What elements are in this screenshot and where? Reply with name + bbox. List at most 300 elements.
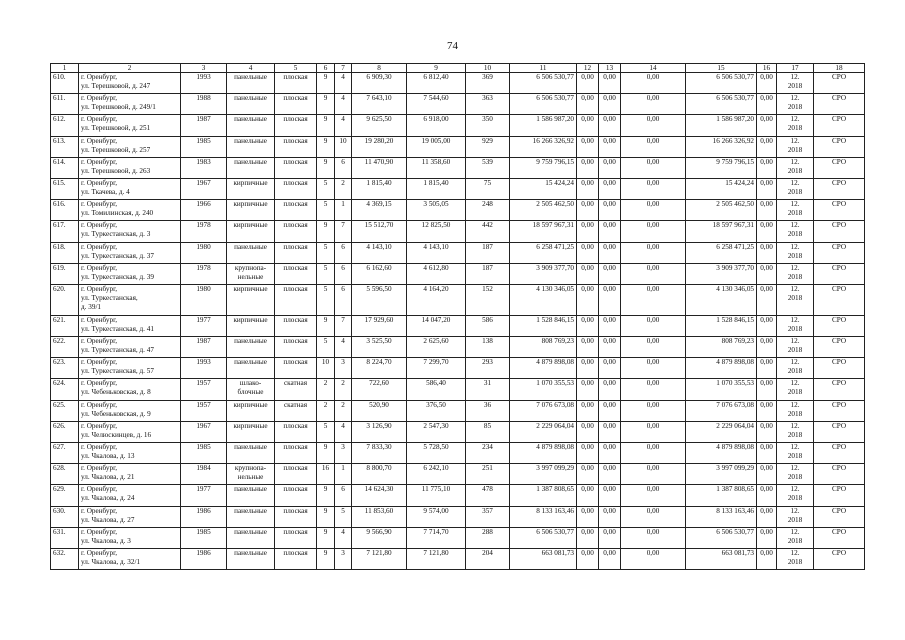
- cost-col-14-cell: 0,00: [621, 506, 686, 527]
- cost-col-14-cell: 0,00: [621, 178, 686, 199]
- wall-material-cell: шлако- блочные: [227, 379, 275, 400]
- column-header-1: 1: [51, 64, 79, 73]
- table-row: [51, 178, 865, 199]
- residents-cell: 75: [466, 178, 510, 199]
- roof-type-cell: скатная: [275, 379, 317, 400]
- cost-col-15-cell: 6 506 530,77: [686, 73, 757, 94]
- address-cell: г. Оренбург, ул. Томилинская, д. 240: [79, 200, 181, 221]
- year-built-cell: 1957: [181, 400, 227, 421]
- cost-col-16-cell: 0,00: [757, 400, 777, 421]
- residents-cell: 293: [466, 358, 510, 379]
- column-header-14: 14: [621, 64, 686, 73]
- floors-cell: 2: [317, 400, 335, 421]
- row-number-cell: 624.: [51, 379, 79, 400]
- floors-cell: 10: [317, 358, 335, 379]
- living-area-cell: 4 164,20: [407, 284, 466, 315]
- floors-cell: 9: [317, 443, 335, 464]
- living-area-cell: 376,50: [407, 400, 466, 421]
- completion-date-cell: 12. 2018: [777, 548, 814, 569]
- cost-col-16-cell: 0,00: [757, 157, 777, 178]
- wall-material-cell: панельные: [227, 443, 275, 464]
- floors-cell: 9: [317, 157, 335, 178]
- living-area-cell: 1 815,40: [407, 178, 466, 199]
- table-row: [51, 464, 865, 485]
- cost-col-15-cell: 9 759 796,15: [686, 157, 757, 178]
- residents-cell: 85: [466, 421, 510, 442]
- cost-col-14-cell: 0,00: [621, 115, 686, 136]
- floors-cell: 5: [317, 421, 335, 442]
- row-number-cell: 619.: [51, 263, 79, 284]
- total-area-cell: 19 280,20: [352, 136, 407, 157]
- residents-cell: 234: [466, 443, 510, 464]
- address-cell: г. Оренбург, ул. Чкалова, д. 13: [79, 443, 181, 464]
- living-area-cell: 6 812,40: [407, 73, 466, 94]
- entrances-cell: 1: [335, 464, 352, 485]
- cost-col-16-cell: 0,00: [757, 527, 777, 548]
- wall-material-cell: панельные: [227, 242, 275, 263]
- floors-cell: 9: [317, 548, 335, 569]
- roof-type-cell: плоская: [275, 443, 317, 464]
- table-row: [51, 200, 865, 221]
- method-cell: СРО: [814, 157, 865, 178]
- completion-date-cell: 12. 2018: [777, 315, 814, 336]
- roof-type-cell: плоская: [275, 358, 317, 379]
- cost-col-12-cell: 0,00: [577, 358, 599, 379]
- method-cell: СРО: [814, 400, 865, 421]
- cost-col-14-cell: 0,00: [621, 200, 686, 221]
- method-cell: СРО: [814, 115, 865, 136]
- column-header-2: 2: [79, 64, 181, 73]
- total-cost-cell: 4 879 898,08: [510, 443, 577, 464]
- cost-col-15-cell: 1 528 846,15: [686, 315, 757, 336]
- year-built-cell: 1993: [181, 358, 227, 379]
- completion-date-cell: 12. 2018: [777, 263, 814, 284]
- roof-type-cell: плоская: [275, 464, 317, 485]
- completion-date-cell: 12. 2018: [777, 94, 814, 115]
- cost-col-12-cell: 0,00: [577, 263, 599, 284]
- roof-type-cell: плоская: [275, 221, 317, 242]
- cost-col-14-cell: 0,00: [621, 527, 686, 548]
- residents-cell: 152: [466, 284, 510, 315]
- entrances-cell: 2: [335, 178, 352, 199]
- cost-col-15-cell: 3 997 099,29: [686, 464, 757, 485]
- year-built-cell: 1967: [181, 421, 227, 442]
- cost-col-16-cell: 0,00: [757, 485, 777, 506]
- column-header-7: 7: [335, 64, 352, 73]
- cost-col-13-cell: 0,00: [599, 337, 621, 358]
- year-built-cell: 1984: [181, 464, 227, 485]
- year-built-cell: 1993: [181, 73, 227, 94]
- cost-col-14-cell: 0,00: [621, 315, 686, 336]
- entrances-cell: 4: [335, 421, 352, 442]
- wall-material-cell: кирпичные: [227, 221, 275, 242]
- floors-cell: 9: [317, 506, 335, 527]
- cost-col-12-cell: 0,00: [577, 115, 599, 136]
- cost-col-13-cell: 0,00: [599, 443, 621, 464]
- completion-date-cell: 12. 2018: [777, 157, 814, 178]
- cost-col-14-cell: 0,00: [621, 242, 686, 263]
- roof-type-cell: плоская: [275, 157, 317, 178]
- address-cell: г. Оренбург, ул. Туркестанская, д. 37: [79, 242, 181, 263]
- floors-cell: 9: [317, 73, 335, 94]
- cost-col-14-cell: 0,00: [621, 548, 686, 569]
- total-cost-cell: 1 586 987,20: [510, 115, 577, 136]
- total-area-cell: 722,60: [352, 379, 407, 400]
- year-built-cell: 1967: [181, 178, 227, 199]
- floors-cell: 9: [317, 115, 335, 136]
- cost-col-12-cell: 0,00: [577, 94, 599, 115]
- total-cost-cell: 1 070 355,53: [510, 379, 577, 400]
- entrances-cell: 7: [335, 315, 352, 336]
- wall-material-cell: крупнопа- нельные: [227, 263, 275, 284]
- year-built-cell: 1966: [181, 200, 227, 221]
- table-row: [51, 506, 865, 527]
- floors-cell: 2: [317, 379, 335, 400]
- method-cell: СРО: [814, 337, 865, 358]
- roof-type-cell: плоская: [275, 178, 317, 199]
- cost-col-12-cell: 0,00: [577, 136, 599, 157]
- entrances-cell: 5: [335, 506, 352, 527]
- year-built-cell: 1983: [181, 157, 227, 178]
- table-row: [51, 221, 865, 242]
- wall-material-cell: кирпичные: [227, 178, 275, 199]
- row-number-cell: 625.: [51, 400, 79, 421]
- year-built-cell: 1985: [181, 136, 227, 157]
- cost-col-15-cell: 6 506 530,77: [686, 94, 757, 115]
- residents-cell: 363: [466, 94, 510, 115]
- roof-type-cell: скатная: [275, 400, 317, 421]
- completion-date-cell: 12. 2018: [777, 358, 814, 379]
- wall-material-cell: кирпичные: [227, 315, 275, 336]
- total-cost-cell: 663 081,73: [510, 548, 577, 569]
- residents-cell: 138: [466, 337, 510, 358]
- method-cell: СРО: [814, 263, 865, 284]
- cost-col-13-cell: 0,00: [599, 527, 621, 548]
- cost-col-13-cell: 0,00: [599, 73, 621, 94]
- completion-date-cell: 12. 2018: [777, 527, 814, 548]
- completion-date-cell: 12. 2018: [777, 200, 814, 221]
- total-area-cell: 15 512,70: [352, 221, 407, 242]
- wall-material-cell: панельные: [227, 358, 275, 379]
- cost-col-13-cell: 0,00: [599, 263, 621, 284]
- cost-col-13-cell: 0,00: [599, 242, 621, 263]
- floors-cell: 9: [317, 221, 335, 242]
- residents-cell: 288: [466, 527, 510, 548]
- cost-col-15-cell: 6 258 471,25: [686, 242, 757, 263]
- method-cell: СРО: [814, 242, 865, 263]
- total-area-cell: 14 624,30: [352, 485, 407, 506]
- cost-col-13-cell: 0,00: [599, 157, 621, 178]
- column-header-16: 16: [757, 64, 777, 73]
- completion-date-cell: 12. 2018: [777, 400, 814, 421]
- row-number-cell: 622.: [51, 337, 79, 358]
- wall-material-cell: кирпичные: [227, 421, 275, 442]
- living-area-cell: 7 714,70: [407, 527, 466, 548]
- living-area-cell: 5 728,50: [407, 443, 466, 464]
- year-built-cell: 1987: [181, 115, 227, 136]
- address-cell: г. Оренбург, ул. Чебеньковская, д. 9: [79, 400, 181, 421]
- row-number-cell: 617.: [51, 221, 79, 242]
- year-built-cell: 1978: [181, 221, 227, 242]
- cost-col-16-cell: 0,00: [757, 464, 777, 485]
- cost-col-13-cell: 0,00: [599, 94, 621, 115]
- cost-col-13-cell: 0,00: [599, 421, 621, 442]
- living-area-cell: 12 825,50: [407, 221, 466, 242]
- total-area-cell: 8 800,70: [352, 464, 407, 485]
- cost-col-15-cell: 2 229 064,04: [686, 421, 757, 442]
- cost-col-12-cell: 0,00: [577, 464, 599, 485]
- floors-cell: 16: [317, 464, 335, 485]
- year-built-cell: 1987: [181, 337, 227, 358]
- row-number-cell: 618.: [51, 242, 79, 263]
- total-cost-cell: 6 506 530,77: [510, 527, 577, 548]
- cost-col-13-cell: 0,00: [599, 136, 621, 157]
- table-row: [51, 157, 865, 178]
- floors-cell: 5: [317, 200, 335, 221]
- table-row: [51, 242, 865, 263]
- cost-col-14-cell: 0,00: [621, 284, 686, 315]
- column-header-9: 9: [407, 64, 466, 73]
- cost-col-12-cell: 0,00: [577, 400, 599, 421]
- total-cost-cell: 2 505 462,50: [510, 200, 577, 221]
- total-area-cell: 3 126,90: [352, 421, 407, 442]
- cost-col-15-cell: 6 506 530,77: [686, 527, 757, 548]
- cost-col-14-cell: 0,00: [621, 485, 686, 506]
- roof-type-cell: плоская: [275, 527, 317, 548]
- year-built-cell: 1980: [181, 284, 227, 315]
- row-number-cell: 614.: [51, 157, 79, 178]
- total-area-cell: 3 525,50: [352, 337, 407, 358]
- cost-col-15-cell: 18 597 967,31: [686, 221, 757, 242]
- living-area-cell: 7 121,80: [407, 548, 466, 569]
- wall-material-cell: панельные: [227, 485, 275, 506]
- row-number-cell: 626.: [51, 421, 79, 442]
- living-area-cell: 3 505,05: [407, 200, 466, 221]
- row-number-cell: 627.: [51, 443, 79, 464]
- cost-col-14-cell: 0,00: [621, 94, 686, 115]
- table-row: [51, 421, 865, 442]
- wall-material-cell: панельные: [227, 337, 275, 358]
- row-number-cell: 610.: [51, 73, 79, 94]
- cost-col-15-cell: 16 266 326,92: [686, 136, 757, 157]
- row-number-cell: 611.: [51, 94, 79, 115]
- cost-col-16-cell: 0,00: [757, 337, 777, 358]
- cost-col-16-cell: 0,00: [757, 315, 777, 336]
- living-area-cell: 9 574,00: [407, 506, 466, 527]
- address-cell: г. Оренбург, ул. Туркестанская, д. 57: [79, 358, 181, 379]
- total-cost-cell: 2 229 064,04: [510, 421, 577, 442]
- method-cell: СРО: [814, 464, 865, 485]
- total-area-cell: 6 909,30: [352, 73, 407, 94]
- cost-col-14-cell: 0,00: [621, 358, 686, 379]
- residents-cell: 31: [466, 379, 510, 400]
- wall-material-cell: панельные: [227, 73, 275, 94]
- floors-cell: 5: [317, 178, 335, 199]
- floors-cell: 9: [317, 485, 335, 506]
- year-built-cell: 1977: [181, 485, 227, 506]
- table-body: [51, 73, 865, 570]
- roof-type-cell: плоская: [275, 94, 317, 115]
- total-cost-cell: 15 424,24: [510, 178, 577, 199]
- method-cell: СРО: [814, 178, 865, 199]
- residents-cell: 539: [466, 157, 510, 178]
- total-area-cell: 8 224,70: [352, 358, 407, 379]
- residents-cell: 369: [466, 73, 510, 94]
- entrances-cell: 3: [335, 443, 352, 464]
- entrances-cell: 10: [335, 136, 352, 157]
- cost-col-12-cell: 0,00: [577, 506, 599, 527]
- total-area-cell: 520,90: [352, 400, 407, 421]
- table-row: [51, 527, 865, 548]
- residents-cell: 586: [466, 315, 510, 336]
- living-area-cell: 4 612,80: [407, 263, 466, 284]
- table-row: [51, 400, 865, 421]
- cost-col-13-cell: 0,00: [599, 200, 621, 221]
- cost-col-12-cell: 0,00: [577, 527, 599, 548]
- address-cell: г. Оренбург, ул. Чкалова, д. 32/1: [79, 548, 181, 569]
- total-cost-cell: 4 879 898,08: [510, 358, 577, 379]
- wall-material-cell: панельные: [227, 527, 275, 548]
- entrances-cell: 6: [335, 284, 352, 315]
- roof-type-cell: плоская: [275, 284, 317, 315]
- living-area-cell: 6 918,00: [407, 115, 466, 136]
- total-area-cell: 4 369,15: [352, 200, 407, 221]
- table-row: [51, 485, 865, 506]
- method-cell: СРО: [814, 136, 865, 157]
- address-cell: г. Оренбург, ул. Чебеньковская, д. 8: [79, 379, 181, 400]
- cost-col-14-cell: 0,00: [621, 157, 686, 178]
- wall-material-cell: панельные: [227, 136, 275, 157]
- cost-col-15-cell: 808 769,23: [686, 337, 757, 358]
- table-row: [51, 94, 865, 115]
- living-area-cell: 19 005,00: [407, 136, 466, 157]
- cost-col-13-cell: 0,00: [599, 464, 621, 485]
- total-cost-cell: 18 597 967,31: [510, 221, 577, 242]
- cost-col-14-cell: 0,00: [621, 443, 686, 464]
- entrances-cell: 6: [335, 157, 352, 178]
- cost-col-12-cell: 0,00: [577, 548, 599, 569]
- column-header-3: 3: [181, 64, 227, 73]
- entrances-cell: 1: [335, 200, 352, 221]
- cost-col-15-cell: 8 133 163,46: [686, 506, 757, 527]
- table-row: [51, 337, 865, 358]
- living-area-cell: 586,40: [407, 379, 466, 400]
- residents-cell: 442: [466, 221, 510, 242]
- table-row: [51, 73, 865, 94]
- address-cell: г. Оренбург, ул. Туркестанская, д. 39/1: [79, 284, 181, 315]
- cost-col-16-cell: 0,00: [757, 506, 777, 527]
- cost-col-13-cell: 0,00: [599, 178, 621, 199]
- cost-col-16-cell: 0,00: [757, 242, 777, 263]
- column-header-11: 11: [510, 64, 577, 73]
- year-built-cell: 1986: [181, 548, 227, 569]
- entrances-cell: 2: [335, 400, 352, 421]
- total-cost-cell: 808 769,23: [510, 337, 577, 358]
- completion-date-cell: 12. 2018: [777, 379, 814, 400]
- cost-col-16-cell: 0,00: [757, 221, 777, 242]
- residents-cell: 357: [466, 506, 510, 527]
- method-cell: СРО: [814, 94, 865, 115]
- row-number-cell: 616.: [51, 200, 79, 221]
- address-cell: г. Оренбург, ул. Туркестанская, д. 3: [79, 221, 181, 242]
- wall-material-cell: панельные: [227, 157, 275, 178]
- method-cell: СРО: [814, 527, 865, 548]
- method-cell: СРО: [814, 200, 865, 221]
- cost-col-12-cell: 0,00: [577, 73, 599, 94]
- cost-col-15-cell: 3 909 377,70: [686, 263, 757, 284]
- cost-col-13-cell: 0,00: [599, 548, 621, 569]
- total-area-cell: 17 929,60: [352, 315, 407, 336]
- cost-col-14-cell: 0,00: [621, 400, 686, 421]
- cost-col-13-cell: 0,00: [599, 315, 621, 336]
- method-cell: СРО: [814, 421, 865, 442]
- column-header-5: 5: [275, 64, 317, 73]
- entrances-cell: 2: [335, 379, 352, 400]
- cost-col-15-cell: 1 070 355,53: [686, 379, 757, 400]
- year-built-cell: 1986: [181, 506, 227, 527]
- cost-col-12-cell: 0,00: [577, 242, 599, 263]
- column-header-12: 12: [577, 64, 599, 73]
- table-row: [51, 379, 865, 400]
- method-cell: СРО: [814, 548, 865, 569]
- living-area-cell: 4 143,10: [407, 242, 466, 263]
- cost-col-12-cell: 0,00: [577, 284, 599, 315]
- wall-material-cell: кирпичные: [227, 400, 275, 421]
- living-area-cell: 6 242,10: [407, 464, 466, 485]
- cost-col-12-cell: 0,00: [577, 221, 599, 242]
- wall-material-cell: панельные: [227, 94, 275, 115]
- row-number-cell: 620.: [51, 284, 79, 315]
- cost-col-13-cell: 0,00: [599, 485, 621, 506]
- cost-col-14-cell: 0,00: [621, 73, 686, 94]
- roof-type-cell: плоская: [275, 315, 317, 336]
- wall-material-cell: кирпичные: [227, 284, 275, 315]
- year-built-cell: 1985: [181, 443, 227, 464]
- method-cell: СРО: [814, 443, 865, 464]
- year-built-cell: 1985: [181, 527, 227, 548]
- cost-col-13-cell: 0,00: [599, 506, 621, 527]
- method-cell: СРО: [814, 315, 865, 336]
- wall-material-cell: панельные: [227, 548, 275, 569]
- residents-cell: 478: [466, 485, 510, 506]
- total-cost-cell: 3 997 099,29: [510, 464, 577, 485]
- total-cost-cell: 7 076 673,08: [510, 400, 577, 421]
- cost-col-14-cell: 0,00: [621, 136, 686, 157]
- address-cell: г. Оренбург, ул. Терешковой, д. 257: [79, 136, 181, 157]
- row-number-cell: 631.: [51, 527, 79, 548]
- living-area-cell: 7 544,60: [407, 94, 466, 115]
- method-cell: СРО: [814, 221, 865, 242]
- column-header-10: 10: [466, 64, 510, 73]
- cost-col-12-cell: 0,00: [577, 443, 599, 464]
- total-area-cell: 7 833,30: [352, 443, 407, 464]
- entrances-cell: 6: [335, 242, 352, 263]
- roof-type-cell: плоская: [275, 200, 317, 221]
- entrances-cell: 4: [335, 337, 352, 358]
- total-cost-cell: 8 133 163,46: [510, 506, 577, 527]
- cost-col-16-cell: 0,00: [757, 379, 777, 400]
- residents-cell: 350: [466, 115, 510, 136]
- address-cell: г. Оренбург, ул. Туркестанская, д. 39: [79, 263, 181, 284]
- total-area-cell: 11 853,60: [352, 506, 407, 527]
- cost-col-14-cell: 0,00: [621, 337, 686, 358]
- residents-cell: 929: [466, 136, 510, 157]
- table-row: [51, 548, 865, 569]
- floors-cell: 5: [317, 284, 335, 315]
- column-header-4: 4: [227, 64, 275, 73]
- floors-cell: 9: [317, 315, 335, 336]
- address-cell: г. Оренбург, ул. Чкалова, д. 3: [79, 527, 181, 548]
